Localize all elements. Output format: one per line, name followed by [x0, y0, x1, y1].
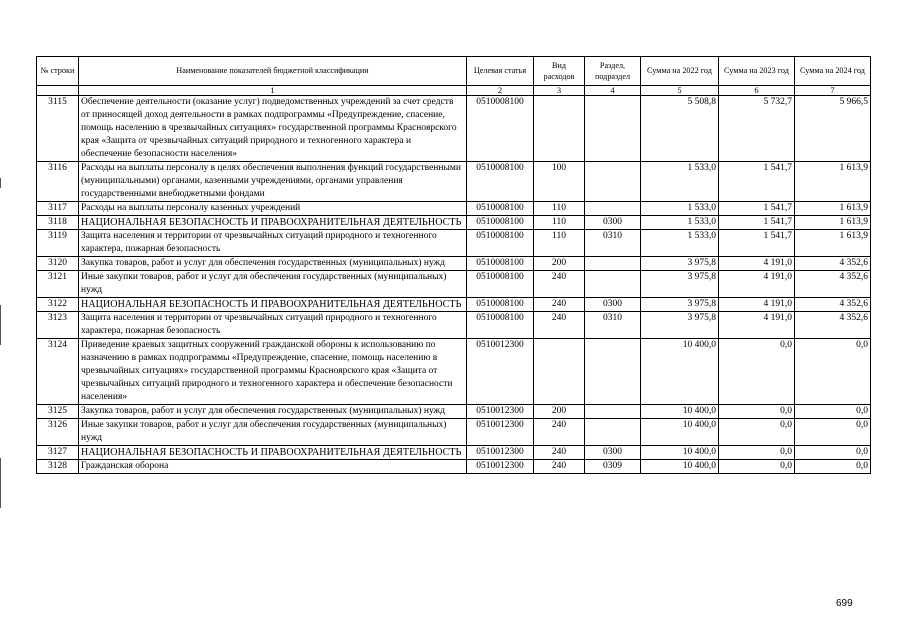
section [585, 96, 641, 162]
budget-table [36, 56, 871, 474]
sum-2024: 1 613,9 [795, 216, 871, 230]
indicator-name: Иные закупки товаров, работ и услуг для обеспечения государственных (муниципальных) нужд [79, 419, 467, 446]
row-number: 3127 [37, 446, 79, 460]
column-number: 5 [641, 86, 719, 96]
table-row [37, 339, 871, 405]
section [585, 405, 641, 419]
sum-2024: 0,0 [795, 405, 871, 419]
sum-2022: 1 533,0 [641, 230, 719, 257]
sum-2022: 3 975,8 [641, 298, 719, 312]
sum-2022: 3 975,8 [641, 271, 719, 298]
expense-type: 240 [534, 460, 585, 474]
indicator-name: Закупка товаров, работ и услуг для обеспечения государственных (муниципальных) нужд [79, 257, 467, 271]
table-row [37, 271, 871, 298]
section: 0310 [585, 230, 641, 257]
target-article: 0510008100 [467, 202, 534, 216]
row-number: 3121 [37, 271, 79, 298]
row-number: 3116 [37, 162, 79, 202]
sum-2023: 0,0 [719, 405, 795, 419]
sum-2023: 0,0 [719, 460, 795, 474]
sum-2023: 0,0 [719, 339, 795, 405]
sum-2024: 5 966,5 [795, 96, 871, 162]
row-number: 3123 [37, 312, 79, 339]
column-number-row [37, 86, 871, 96]
expense-type [534, 96, 585, 162]
row-number: 3120 [37, 257, 79, 271]
sum-2023: 1 541,7 [719, 216, 795, 230]
indicator-name: Защита населения и территории от чрезвычайных ситуаций природного и техногенного характера, пожарная безопасность [79, 230, 467, 257]
sum-2024: 0,0 [795, 460, 871, 474]
row-number: 3117 [37, 202, 79, 216]
target-article: 0510008100 [467, 312, 534, 339]
section [585, 419, 641, 446]
sum-2022: 10 400,0 [641, 419, 719, 446]
column-number: 2 [467, 86, 534, 96]
table-row [37, 419, 871, 446]
sum-2023: 4 191,0 [719, 312, 795, 339]
table-row [37, 257, 871, 271]
sum-2022: 1 533,0 [641, 202, 719, 216]
indicator-name: НАЦИОНАЛЬНАЯ БЕЗОПАСНОСТЬ И ПРАВООХРАНИТЕЛЬНАЯ ДЕЯТЕЛЬНОСТЬ [79, 446, 467, 460]
table-row [37, 298, 871, 312]
expense-type: 110 [534, 230, 585, 257]
section: 0300 [585, 446, 641, 460]
column-number: 3 [534, 86, 585, 96]
header-expense-type: Вид расходов [534, 57, 585, 86]
sum-2023: 1 541,7 [719, 162, 795, 202]
table-row [37, 96, 871, 162]
sum-2022: 3 975,8 [641, 312, 719, 339]
sum-2024: 4 352,6 [795, 298, 871, 312]
expense-type: 240 [534, 271, 585, 298]
header-sum-2023: Сумма на 2023 год [719, 57, 795, 86]
sum-2023: 1 541,7 [719, 202, 795, 216]
sum-2024: 1 613,9 [795, 230, 871, 257]
sum-2023: 1 541,7 [719, 230, 795, 257]
column-number: 6 [719, 86, 795, 96]
table-row [37, 446, 871, 460]
indicator-name: Расходы на выплаты персоналу в целях обеспечения выполнения функций государственными (муниципальными) органами, казенными учреждениями, органами управления государственными внебюджетными фондами [79, 162, 467, 202]
section [585, 271, 641, 298]
table-row [37, 460, 871, 474]
sum-2023: 4 191,0 [719, 257, 795, 271]
row-number: 3128 [37, 460, 79, 474]
section: 0309 [585, 460, 641, 474]
expense-type: 200 [534, 257, 585, 271]
expense-type: 100 [534, 162, 585, 202]
section: 0300 [585, 216, 641, 230]
table-row [37, 230, 871, 257]
table-row [37, 202, 871, 216]
scan-margin-mark [0, 178, 1, 188]
page-number: 699 [836, 598, 853, 609]
target-article: 0510012300 [467, 446, 534, 460]
target-article: 0510012300 [467, 339, 534, 405]
row-number: 3119 [37, 230, 79, 257]
sum-2024: 0,0 [795, 339, 871, 405]
indicator-name: НАЦИОНАЛЬНАЯ БЕЗОПАСНОСТЬ И ПРАВООХРАНИТЕЛЬНАЯ ДЕЯТЕЛЬНОСТЬ [79, 216, 467, 230]
sum-2022: 10 400,0 [641, 339, 719, 405]
target-article: 0510012300 [467, 405, 534, 419]
sum-2022: 5 508,8 [641, 96, 719, 162]
table-row [37, 216, 871, 230]
table-row [37, 162, 871, 202]
header-section: Раздел, подраздел [585, 57, 641, 86]
expense-type: 200 [534, 405, 585, 419]
sum-2024: 4 352,6 [795, 257, 871, 271]
header-indicator-name: Наименование показателей бюджетной классификации [79, 57, 467, 86]
indicator-name: Закупка товаров, работ и услуг для обеспечения государственных (муниципальных) нужд [79, 405, 467, 419]
column-number: 4 [585, 86, 641, 96]
sum-2024: 4 352,6 [795, 312, 871, 339]
scan-margin-mark [0, 458, 1, 508]
target-article: 0510008100 [467, 257, 534, 271]
sum-2023: 5 732,7 [719, 96, 795, 162]
indicator-name: Защита населения и территории от чрезвычайных ситуаций природного и техногенного характера, пожарная безопасность [79, 312, 467, 339]
scan-margin-mark [0, 305, 1, 345]
indicator-name: Обеспечение деятельности (оказание услуг) подведомственных учреждений за счет средств от приносящей доход деятельности в рамках подпрограммы «Предупреждение, спасение, помощь населению в чрезвычайных ситуациях» государственной программы Красноярского края «Защита от чрезвычайных ситуаций природного и техногенного характера и обеспечение безопасности населения» [79, 96, 467, 162]
expense-type: 240 [534, 446, 585, 460]
target-article: 0510008100 [467, 271, 534, 298]
section: 0300 [585, 298, 641, 312]
header-target-article: Целевая статья [467, 57, 534, 86]
sum-2023: 0,0 [719, 419, 795, 446]
indicator-name: НАЦИОНАЛЬНАЯ БЕЗОПАСНОСТЬ И ПРАВООХРАНИТЕЛЬНАЯ ДЕЯТЕЛЬНОСТЬ [79, 298, 467, 312]
section [585, 257, 641, 271]
sum-2022: 10 400,0 [641, 460, 719, 474]
column-number: 1 [79, 86, 467, 96]
table-row [37, 312, 871, 339]
expense-type: 240 [534, 419, 585, 446]
sum-2024: 4 352,6 [795, 271, 871, 298]
row-number: 3118 [37, 216, 79, 230]
sum-2024: 0,0 [795, 419, 871, 446]
row-number: 3115 [37, 96, 79, 162]
target-article: 0510012300 [467, 419, 534, 446]
indicator-name: Гражданская оборона [79, 460, 467, 474]
indicator-name: Расходы на выплаты персоналу казенных учреждений [79, 202, 467, 216]
header-row-number: № строки [37, 57, 79, 86]
column-number: 7 [795, 86, 871, 96]
row-number: 3124 [37, 339, 79, 405]
row-number: 3126 [37, 419, 79, 446]
expense-type: 240 [534, 312, 585, 339]
expense-type: 110 [534, 202, 585, 216]
expense-type: 110 [534, 216, 585, 230]
sum-2022: 10 400,0 [641, 446, 719, 460]
expense-type: 240 [534, 298, 585, 312]
section [585, 339, 641, 405]
sum-2023: 4 191,0 [719, 271, 795, 298]
sum-2022: 10 400,0 [641, 405, 719, 419]
indicator-name: Иные закупки товаров, работ и услуг для обеспечения государственных (муниципальных) нужд [79, 271, 467, 298]
target-article: 0510008100 [467, 230, 534, 257]
row-number: 3122 [37, 298, 79, 312]
indicator-name: Приведение краевых защитных сооружений гражданской обороны к использованию по назначению в рамках подпрограммы «Предупреждение, спасение, помощь населению в чрезвычайных ситуациях» государственной программы Красноярского края «Защита от чрезвычайных ситуаций природного и техногенного характера и обеспечение безопасности населения» [79, 339, 467, 405]
section: 0310 [585, 312, 641, 339]
sum-2024: 0,0 [795, 446, 871, 460]
sum-2022: 1 533,0 [641, 216, 719, 230]
target-article: 0510008100 [467, 216, 534, 230]
section [585, 162, 641, 202]
target-article: 0510008100 [467, 298, 534, 312]
target-article: 0510008100 [467, 96, 534, 162]
table-header-row [37, 57, 871, 86]
sum-2022: 1 533,0 [641, 162, 719, 202]
expense-type [534, 339, 585, 405]
sum-2022: 3 975,8 [641, 257, 719, 271]
sum-2023: 0,0 [719, 446, 795, 460]
table-row [37, 405, 871, 419]
header-sum-2024: Сумма на 2024 год [795, 57, 871, 86]
sum-2024: 1 613,9 [795, 202, 871, 216]
target-article: 0510008100 [467, 162, 534, 202]
section [585, 202, 641, 216]
row-number: 3125 [37, 405, 79, 419]
header-sum-2022: Сумма на 2022 год [641, 57, 719, 86]
target-article: 0510012300 [467, 460, 534, 474]
sum-2023: 4 191,0 [719, 298, 795, 312]
column-number [37, 86, 79, 96]
sum-2024: 1 613,9 [795, 162, 871, 202]
